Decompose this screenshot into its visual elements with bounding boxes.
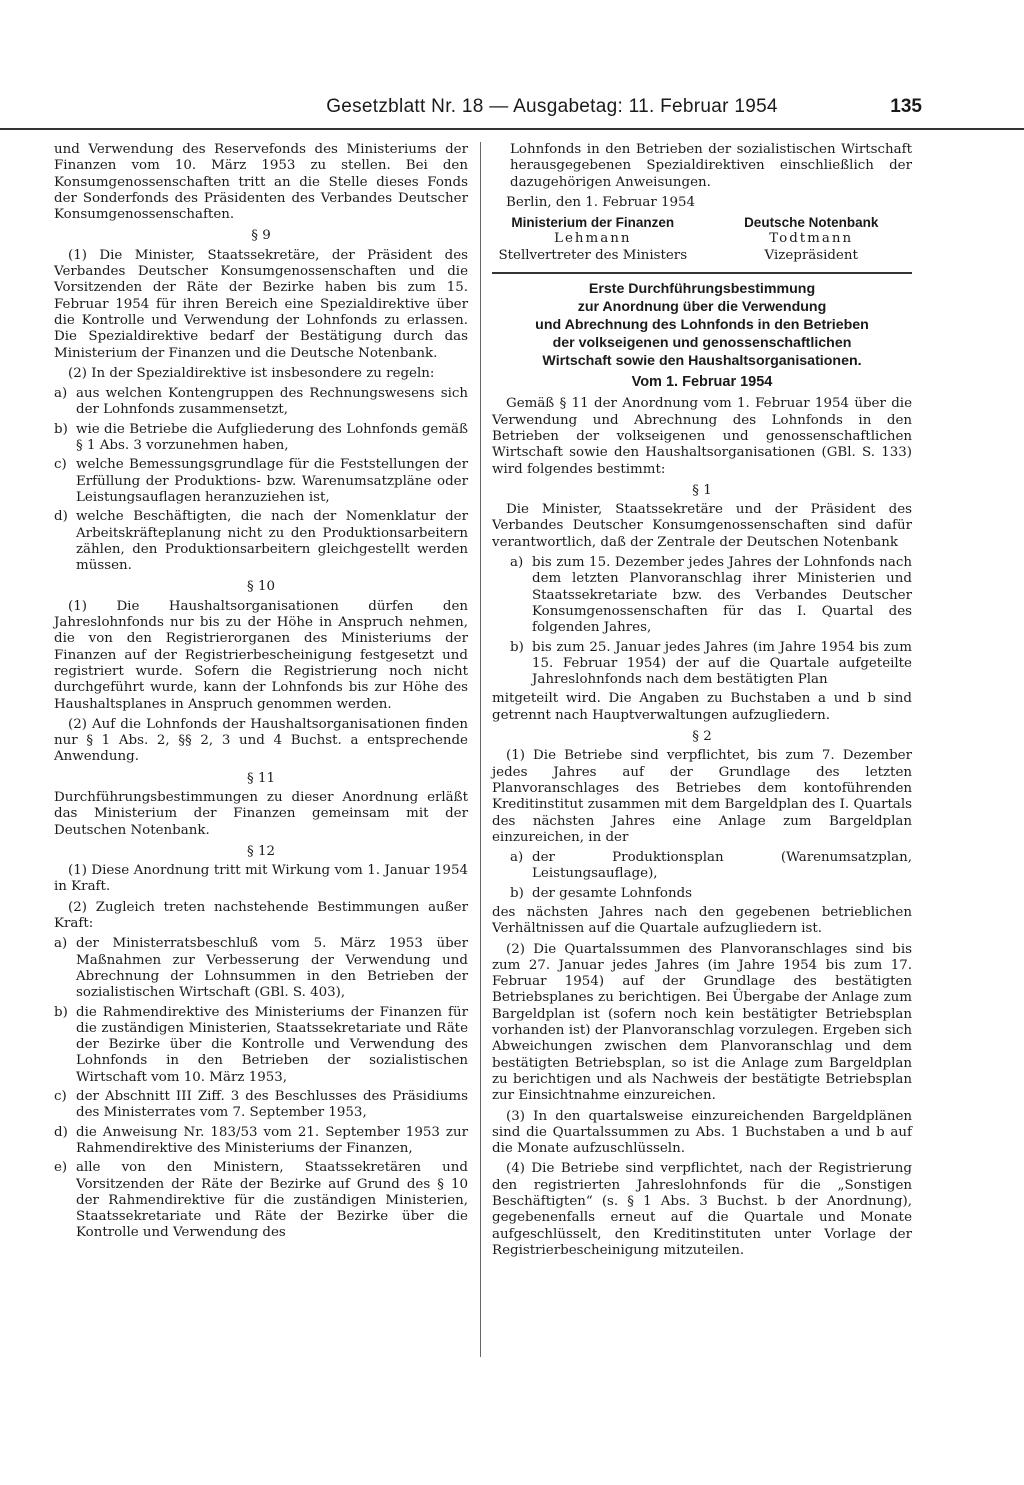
item-text: der Produktionsplan (Warenumsatzplan, Leistungsauflage), xyxy=(532,850,912,882)
item-label: a) xyxy=(510,555,524,571)
item-text: der Abschnitt III Ziff. 3 des Beschlusses des Präsidiums des Ministerrates vom 7. September 1953, xyxy=(76,1089,468,1121)
paragraph: (3) In den quartalsweise einzureichenden Bargeldplänen sind die Quartalssummen zu Abs. 1 Buchstaben a und b auf die Monate aufzuschlüsseln. xyxy=(492,1108,912,1157)
section-heading-9: § 9 xyxy=(251,228,271,244)
section-heading-1: § 1 xyxy=(692,482,712,498)
item-text: wie die Betriebe die Aufgliederung des Lohnfonds gemäß § 1 Abs. 3 vorzunehmen haben, xyxy=(76,421,468,454)
item-label: d) xyxy=(54,509,68,525)
list-item xyxy=(54,1160,468,1241)
item-text: die Anweisung Nr. 183/53 vom 21. September 1953 zur Rahmendirektive des Ministeriums der Finanzen, xyxy=(76,1124,468,1156)
signature-name: Lehmann xyxy=(554,231,632,247)
decree-title xyxy=(492,280,912,370)
signature-block xyxy=(492,215,912,264)
item-text: welche Bemessungsgrundlage für die Feststellungen der Erfüllung der Produktions- bzw. Warenumsatzpläne oder Leistungsauflagen heranzuziehen ist, xyxy=(76,457,468,505)
item-text: bis zum 25. Januar jedes Jahres (im Jahre 1954 bis zum 15. Februar 1954) der auf die Quartale aufgeteilte Jahreslohnfonds nach dem bestätigten Plan xyxy=(532,639,912,688)
paragraph: (1) Die Betriebe sind verpflichtet, bis zum 7. Dezember jedes Jahres auf der Grundlage des letzten Planvoranschlages des Betriebes dem kontoführenden Kreditinstitut zusammen mit dem Bargeldplan des I. Quartals des nächsten Jahres eine Anlage zum Bargeldplan einzureichen, in der xyxy=(492,748,912,845)
item-text: der gesamte Lohnfonds xyxy=(532,885,693,901)
item-label: a) xyxy=(54,936,68,952)
list-item xyxy=(54,1089,468,1122)
column-divider xyxy=(480,142,481,1357)
item-label: c) xyxy=(54,457,67,473)
signature-finance xyxy=(492,215,694,264)
list-item xyxy=(510,640,912,689)
item-text: welche Beschäftigten, die nach der Nomenklatur der Arbeitskräfteplanung nicht zu den Produktionsarbeitern zählen, den Produktionsarbeitern gleichgestellt werden müssen. xyxy=(76,509,468,574)
item-label: a) xyxy=(510,850,524,866)
item-label: c) xyxy=(54,1089,67,1105)
list-item xyxy=(54,936,468,1001)
list-item xyxy=(54,457,468,506)
item-label: b) xyxy=(54,1004,68,1020)
continued-paragraph: Lohnfonds in den Betrieben der sozialistischen Wirtschaft herausgegebenen Spezialdirektiven einschließlich der dazugehörigen Anweisungen. xyxy=(510,142,912,190)
decree-title-line: der volkseigenen und genossenschaftlichen xyxy=(552,335,852,352)
paragraph: (2) Zugleich treten nachstehende Bestimmungen außer Kraft: xyxy=(54,899,468,932)
list-item xyxy=(510,555,912,636)
paragraph: (1) Die Minister, Staatssekretäre, der Präsident des Verbandes Deutscher Konsumgenossenschaften und die Vorsitzenden der Räte der Bezirke haben bis zum 15. Februar 1954 für ihren Bereich eine Spezialdirektive über die Kontrolle und Verwendung der Lohnfonds zu erlassen. Die Spezialdirektive bedarf der Bestätigung durch das Ministerium der Finanzen und die Deutsche Notenbank. xyxy=(54,247,468,361)
divider xyxy=(492,272,912,274)
decree-date: Vom 1. Februar 1954 xyxy=(631,374,773,391)
list-item xyxy=(54,509,468,574)
decree-title-line: Erste Durchführungsbestimmung xyxy=(588,281,816,298)
paragraph: (4) Die Betriebe sind verpflichtet, nach der Registrierung den registrierten Jahreslohnfonds für die „Sonstigen Beschäftigten“ (s. § 1 Abs. 3 Buchst. b der Anordnung), gegebenenfalls erneut auf die Quartale und Monate aufgeschlüsselt, den Kreditinstituten unter Vorlage der Registrierbescheinigung mitzuteilen. xyxy=(492,1161,912,1258)
section-heading-11: § 11 xyxy=(247,770,275,786)
signature-org: Deutsche Notenbank xyxy=(744,215,879,231)
list-item xyxy=(54,422,468,455)
paragraph: (2) Die Quartalssummen des Planvoranschlages sind bis zum 27. Januar jedes Jahres (im Jahre 1954 bis zum 17. Februar 1954) auf der Grundlage des bestätigten Betriebsplanes zu berichtigen. Bei Übergabe der Anlage zum Bargeldplan ist (sofern noch kein bestätigter Betriebsplan vorhanden ist) der Planvoranschlag vorzulegen. Ergeben sich Abweichungen zwischen dem Planvoranschlag und dem bestätigten Betriebsplan, so ist die Anlage zum Bargeldplan zu berichtigen und als Nachweis der bestätigte Betriebsplan zur Einsichtnahme einzureichen. xyxy=(492,941,912,1104)
list-item xyxy=(510,886,912,902)
paragraph: des nächsten Jahres nach den gegebenen betrieblichen Verhältnissen auf die Quartale aufzugliedern ist. xyxy=(492,904,912,937)
decree-title-line: Wirtschaft sowie den Haushaltsorganisationen. xyxy=(542,353,862,370)
section-heading-10: § 10 xyxy=(247,579,275,595)
signature-role: Vizepräsident xyxy=(764,247,858,263)
item-label: a) xyxy=(54,386,68,402)
signature-notenbank xyxy=(710,215,912,264)
item-label: b) xyxy=(510,885,524,901)
page-header xyxy=(0,96,1024,130)
item-text: aus welchen Kontengruppen des Rechnungswesens sich der Lohnfonds zusammensetzt, xyxy=(76,386,468,418)
header-title: Gesetzblatt Nr. 18 — Ausgabetag: 11. Februar 1954 xyxy=(326,96,778,117)
paragraph: (2) In der Spezialdirektive ist insbesondere zu regeln: xyxy=(68,365,435,381)
list-item xyxy=(510,850,912,883)
signature-name: Todtmann xyxy=(769,231,854,247)
list-item xyxy=(54,1005,468,1086)
left-column xyxy=(54,142,468,1245)
paragraph: Die Minister, Staatssekretäre und der Präsident des Verbandes Deutscher Konsumgenossenschaften sind dafür verantwortlich, daß der Zentrale der Deutschen Notenbank xyxy=(492,502,912,550)
right-column xyxy=(492,142,912,1263)
section-heading-12: § 12 xyxy=(247,843,275,859)
item-text: der Ministerratsbeschluß vom 5. März 1953 über Maßnahmen zur Verbesserung der Verwendung und Abrechnung der Lohnsummen in den Betrieben der sozialistischen Wirtschaft (GBl. S. 403), xyxy=(76,936,468,1001)
item-label: b) xyxy=(510,639,524,655)
place-date: Berlin, den 1. Februar 1954 xyxy=(506,194,696,210)
preamble: Gemäß § 11 der Anordnung vom 1. Februar 1954 über die Verwendung und Abrechnung des Lohnfonds in den Betrieben der volkseigenen und genossenschaftlichen Wirtschaft sowie den Haushaltsorganisationen (GBl. S. 133) wird folgendes bestimmt: xyxy=(492,396,912,477)
decree-title-line: zur Anordnung über die Verwendung xyxy=(577,299,827,316)
decree-title-line: und Abrechnung des Lohnfonds in den Betrieben xyxy=(535,317,869,334)
item-text: alle von den Ministern, Staatssekretären und Vorsitzenden der Räte der Bezirke auf Grund des § 10 der Rahmendirektive für die zuständigen Ministerien, Staatssekretariate und Räte der Bezirke über die Kontrolle und Verwendung des xyxy=(76,1160,468,1241)
paragraph: Durchführungsbestimmungen zu dieser Anordnung erläßt das Ministerium der Finanzen gemeinsam mit der Deutschen Notenbank. xyxy=(54,789,468,838)
item-label: d) xyxy=(54,1124,68,1140)
signature-org: Ministerium der Finanzen xyxy=(511,215,675,231)
paragraph: (1) Die Haushaltsorganisationen dürfen den Jahreslohnfonds nur bis zu der Höhe in Anspruch nehmen, die von den Registrierorganen des Ministeriums der Finanzen auf der Registrierbescheinigung festgesetzt und registriert wurde. Sofern die Registrierung noch nicht durchgeführt wurde, kann der Lohnfonds bis zur Höhe des Haushaltsplanes in Anspruch genommen werden. xyxy=(54,598,468,712)
paragraph: mitgeteilt wird. Die Angaben zu Buchstaben a und b sind getrennt nach Hauptverwaltungen aufzugliedern. xyxy=(492,691,912,723)
section-heading-2: § 2 xyxy=(692,729,712,745)
signature-role: Stellvertreter des Ministers xyxy=(498,247,688,263)
item-label: b) xyxy=(54,421,68,437)
intro-paragraph: und Verwendung des Reservefonds des Ministeriums der Finanzen vom 10. März 1953 zu stellen. Bei den Konsumgenossenschaften tritt an die Stelle dieses Fonds der Sonderfonds des Präsidenten des Verbandes Deutscher Konsumgenossenschaften. xyxy=(54,142,468,223)
paragraph: (2) Auf die Lohnfonds der Haushaltsorganisationen finden nur § 1 Abs. 2, §§ 2, 3 und 4 Buchst. a entsprechende Anwendung. xyxy=(54,716,468,765)
list-item xyxy=(54,1125,468,1158)
item-text: bis zum 15. Dezember jedes Jahres der Lohnfonds nach dem letzten Planvoranschlag ihrer Ministerien und Staatssekretariate bzw. des Verbandes Deutscher Konsumgenossenschaften für das I. Quartal des folgenden Jahres, xyxy=(532,555,912,636)
list-item xyxy=(54,386,468,419)
item-label: e) xyxy=(54,1160,68,1176)
item-text: die Rahmendirektive des Ministeriums der Finanzen für die zuständigen Ministerien, Staatssekretariate und Räte der Bezirke über die Kontrolle und Verwendung des Lohnfonds in den Betrieben der sozialistischen Wirtschaft vom 10. März 1953, xyxy=(76,1004,468,1085)
page-number: 135 xyxy=(890,96,922,117)
paragraph: (1) Diese Anordnung tritt mit Wirkung vom 1. Januar 1954 in Kraft. xyxy=(54,863,468,895)
